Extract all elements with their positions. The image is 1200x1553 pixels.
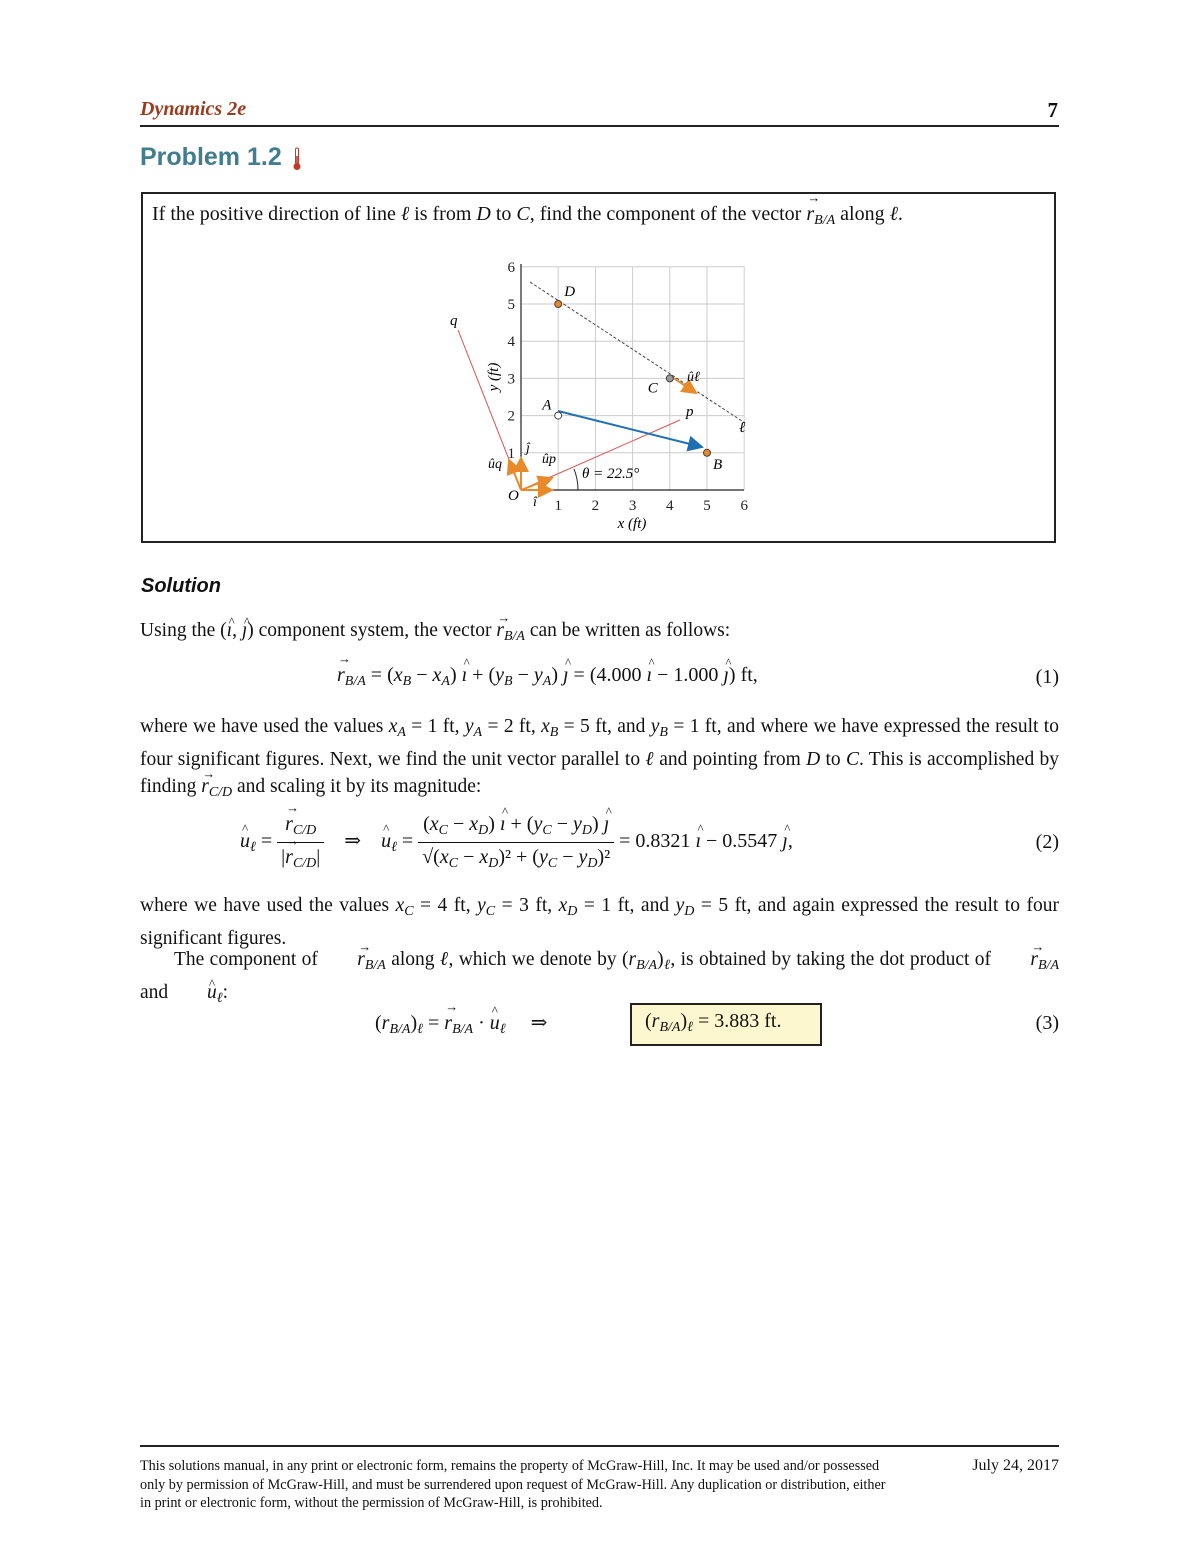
y-axis-label: y (ft) (486, 362, 502, 392)
equation-3: $(r_{B/A})_\ell$ = → $r_{B/A}$ · ^ $u_\ell$ ⇒ (375, 1010, 547, 1038)
equation-2: ^ $u_\ell$ = → $\frac{r_{C/D}}{|\to r_{C/D}|}$ ⇒ ^ $u_\ell$ = $\frac{(x_C - x_D) \^{} ı + (y_C - y_D) \^{} ȷ}{√(x_C - x_D)^2 + (y_C - y_D)^2}$ = 0.8321 ^ ı − 0.5547 ^ ȷ, (240, 813, 793, 872)
line-ell-label: ℓ (739, 420, 746, 436)
unit-vector-uq (509, 460, 521, 490)
angle-arc (574, 469, 578, 490)
equation-1: → $r_{B/A} = (x_B - x_A)$ ^ ı + $(y_B - y_A)$ ^ ȷ = (4.000 ^ ı − 1.000 ^ ȷ) ft, (337, 664, 758, 690)
line-q-label: q (450, 313, 458, 329)
y-tick-label: 4 (507, 334, 515, 351)
x-axis-label: x (ft) (617, 516, 647, 532)
point-label-D: D (564, 284, 576, 300)
line-ell (530, 282, 745, 423)
solution-intro: Using the (^ ı, ^ ȷ) component system, the vector → $r_{B/A}$ can be written as follows: (140, 617, 1059, 650)
solution-para-3: where we have used the values $x_C = 4$ ft, $y_C = 3$ ft, $x_D = 1$ ft, and $y_D = 5$ ft, and again expressed the result to four significant figures. (140, 895, 1059, 949)
label-i: î (533, 495, 537, 510)
x-tick-label: 6 (740, 498, 748, 514)
label-uell: ûℓ (687, 370, 700, 385)
footer-date: July 24, 2017 (972, 1457, 1059, 1474)
y-tick-label: 1 (507, 445, 515, 462)
page-number: 7 (1047, 98, 1058, 122)
x-tick-label: 5 (703, 498, 711, 514)
book-title: Dynamics 2e (140, 98, 247, 120)
solution-heading: Solution (141, 575, 221, 597)
solution-para-4: The component of → $r_{B/A}$ along ℓ, which we denote by $(r_{B/A})_\ell$, is obtained by taking the dot product of → $r_{B/A}$ and ^ $u_\ell$: (140, 946, 1059, 1012)
copyright-notice: This solutions manual, in any print or electronic form, remains the property of McGraw-Hill, Inc. It may be used and/or possessed only by permission of McGraw-Hill, and must be surrendered upon request of McGraw-Hill. Any duplication or distribution, either in print or electronic form, without the permission of McGraw-Hill, is prohibited. (140, 1458, 886, 1511)
problem-title: Problem 1.2 (140, 143, 282, 171)
point-label-C: C (647, 380, 658, 397)
x-tick-label: 1 (554, 498, 562, 514)
problem-figure (440, 250, 770, 540)
label-j: ĵ (526, 441, 530, 456)
equation-1-number: (1) (1035, 666, 1059, 688)
point-label-A: A (542, 397, 552, 414)
unit-vector-up (521, 478, 552, 490)
x-tick-label: 4 (666, 498, 674, 514)
label-uq: ûq (488, 457, 502, 472)
y-tick-label: 5 (507, 297, 515, 313)
header-rule (140, 125, 1059, 127)
point-B (704, 449, 711, 456)
point-label-B: B (713, 456, 723, 473)
equation-2-number: (2) (1035, 831, 1059, 853)
equation-3-number: (3) (1035, 1012, 1059, 1034)
y-tick-label: 2 (507, 408, 515, 425)
x-tick-label: 2 (591, 498, 600, 514)
origin-label: O (508, 488, 519, 504)
solution-para-2: where we have used the values $x_A = 1$ ft, $y_A = 2$ ft, $x_B = 5$ ft, and $y_B = 1$ ft, and where we have expressed the result to four significant figures. Next, we find the unit vector parallel to ℓ and pointing from D to C. This is accomplished by finding → $r_{C/D}$ and scaling it by its magnitude: (140, 713, 1059, 806)
point-D (555, 301, 562, 308)
point-C (666, 375, 673, 382)
label-up: ûp (542, 452, 556, 467)
problem-statement: If the positive direction of line ℓ is from D to C, find the component of the vector → $r_{B/A}$ along ℓ. (152, 203, 903, 229)
line-p-label: p (686, 404, 694, 420)
angle-label: θ = 22.5° (582, 466, 640, 482)
y-tick-label: 3 (507, 371, 515, 388)
point-A (555, 412, 562, 419)
thermometer-icon (292, 147, 302, 171)
footer-rule (140, 1445, 1059, 1447)
x-tick-label: 3 (628, 498, 637, 514)
y-tick-label: 6 (507, 259, 515, 276)
final-answer: $(r_{B/A})_\ell = 3.883$ ft. (645, 1010, 782, 1035)
